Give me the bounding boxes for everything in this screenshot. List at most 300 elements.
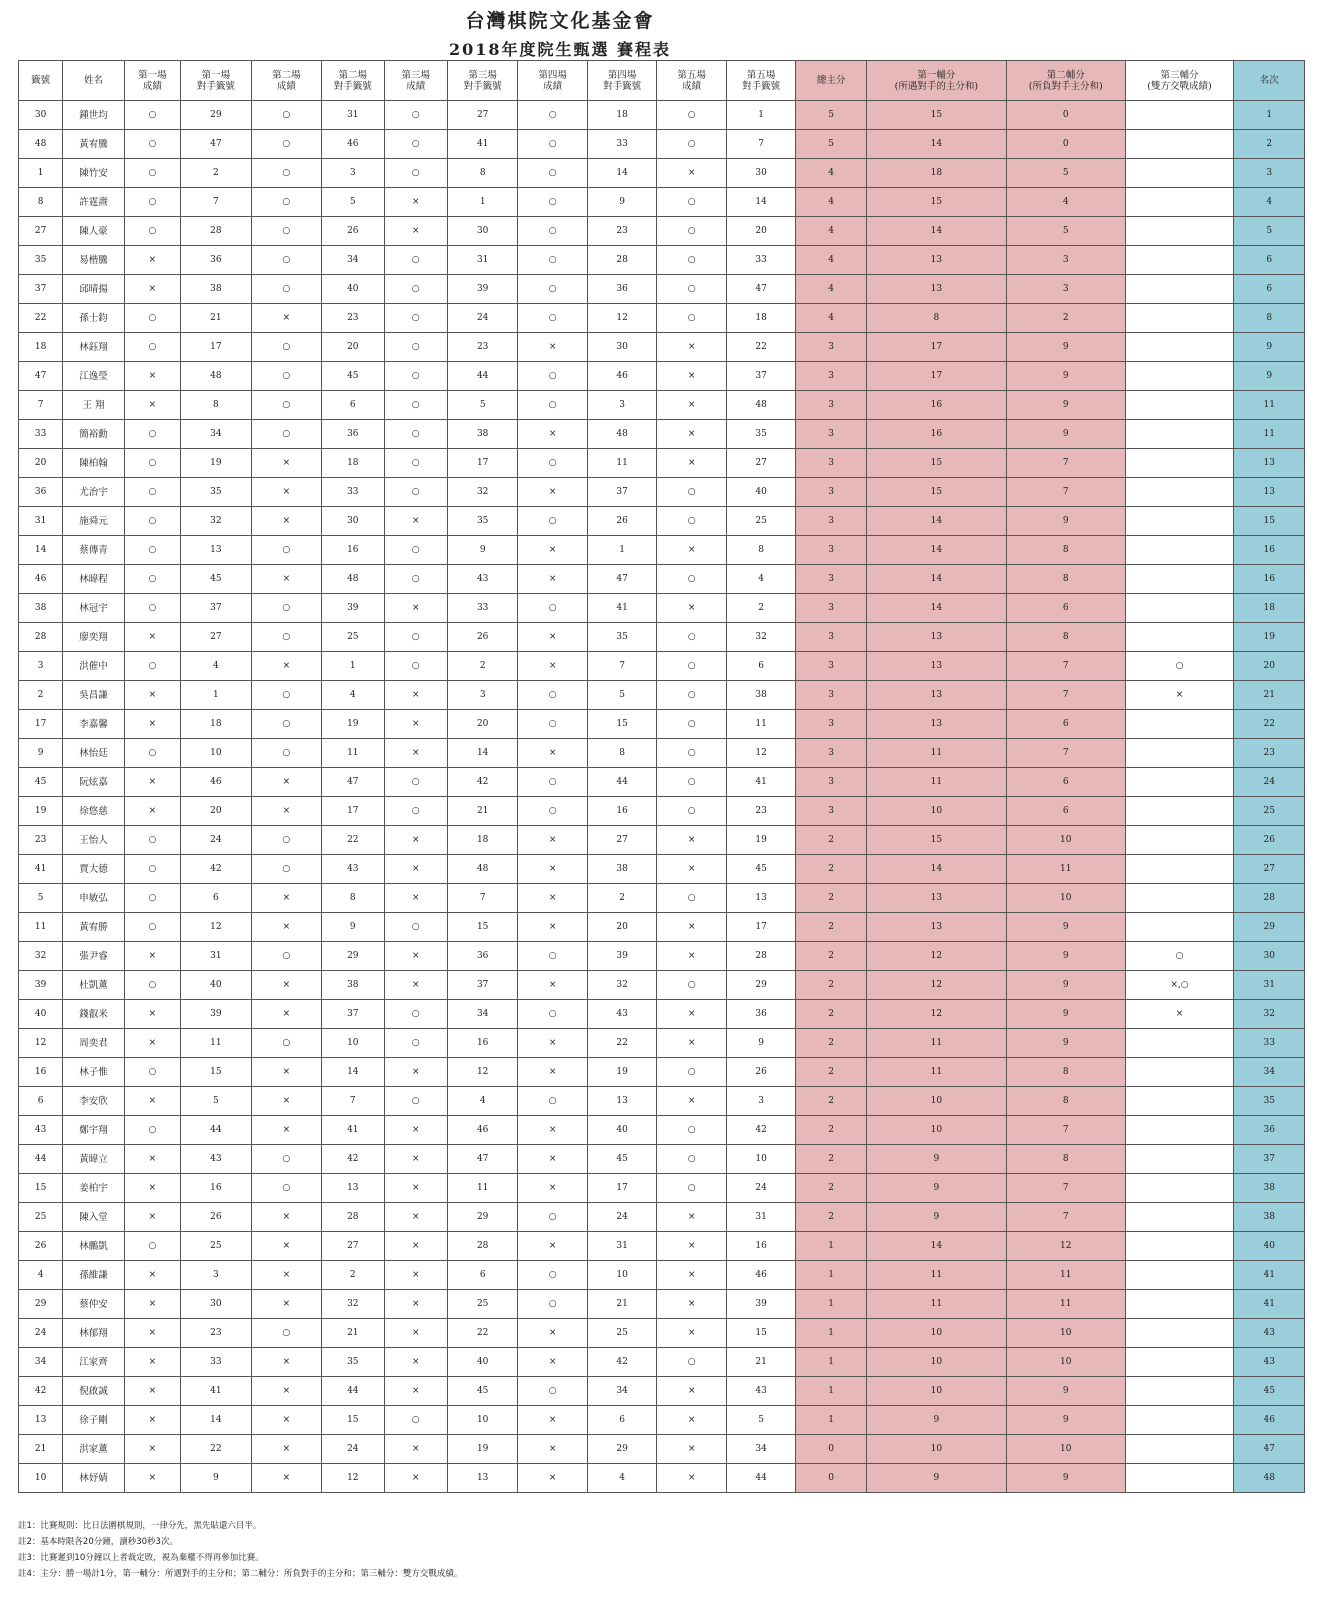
table-cell: ○ (124, 333, 180, 362)
column-header: 第三場 對手籤號 (447, 61, 517, 101)
table-row (19, 1435, 1305, 1464)
table-cell: 21 (19, 1435, 63, 1464)
table-cell: ○ (657, 681, 726, 710)
table-cell (1125, 1406, 1234, 1435)
table-row (19, 304, 1305, 333)
table-cell: 37 (726, 362, 795, 391)
table-cell: × (251, 1116, 321, 1145)
table-cell: 43 (726, 1377, 795, 1406)
table-cell: ○ (518, 594, 587, 623)
table-cell: 15 (322, 1406, 384, 1435)
table-cell: 35 (726, 420, 795, 449)
table-cell: 4 (796, 275, 866, 304)
table-cell: 9 (1006, 1000, 1125, 1029)
table-cell: 26 (19, 1232, 63, 1261)
player-name-cell: 江家齊 (63, 1348, 124, 1377)
table-cell: 11 (866, 1058, 1006, 1087)
table-cell: 2 (796, 913, 866, 942)
table-cell: × (518, 884, 587, 913)
table-row (19, 275, 1305, 304)
table-cell: ○ (384, 652, 447, 681)
table-cell: 2 (19, 681, 63, 710)
table-cell: ○ (384, 101, 447, 130)
table-row (19, 1348, 1305, 1377)
table-cell: 10 (866, 1435, 1006, 1464)
table-cell: × (384, 855, 447, 884)
table-cell: 23 (322, 304, 384, 333)
table-cell: 16 (1234, 565, 1305, 594)
table-cell: × (657, 536, 726, 565)
table-cell: ○ (251, 188, 321, 217)
table-cell: × (384, 1319, 447, 1348)
table-cell: 8 (1006, 536, 1125, 565)
note-4: 註4：主分：勝一場計1分，第一輔分：所遇對手的主分和；第二輔分：所負對手的主分和；第三輔分：雙方交戰成績。 (18, 1569, 463, 1579)
table-cell (1125, 536, 1234, 565)
table-cell: × (657, 1261, 726, 1290)
table-cell: 9 (866, 1464, 1006, 1493)
player-name-cell: 張尹睿 (63, 942, 124, 971)
table-cell: 26 (447, 623, 517, 652)
table-cell: ○ (124, 565, 180, 594)
column-header: 第三輔分 (雙方交戰成績) (1125, 61, 1234, 101)
table-cell: ○ (384, 1406, 447, 1435)
table-cell: 32 (726, 623, 795, 652)
table-cell: 2 (796, 1174, 866, 1203)
table-cell: 3 (796, 565, 866, 594)
table-cell: ○ (124, 913, 180, 942)
table-cell: ○ (124, 971, 180, 1000)
table-cell: 10 (866, 1377, 1006, 1406)
table-cell: 5 (447, 391, 517, 420)
table-cell: × (518, 971, 587, 1000)
table-cell: 37 (447, 971, 517, 1000)
table-cell: ○ (124, 159, 180, 188)
table-cell: 9 (1006, 391, 1125, 420)
table-cell: × (124, 768, 180, 797)
table-cell: ○ (251, 1319, 321, 1348)
table-cell: ○ (251, 681, 321, 710)
player-name-cell: 周奕君 (63, 1029, 124, 1058)
table-cell: 39 (181, 1000, 251, 1029)
table-cell: ○ (251, 275, 321, 304)
table-row (19, 1261, 1305, 1290)
table-cell: ○ (124, 536, 180, 565)
table-cell: × (384, 1435, 447, 1464)
table-row (19, 884, 1305, 913)
table-cell: 33 (726, 246, 795, 275)
player-name-cell: 簡裕勳 (63, 420, 124, 449)
column-header: 名次 (1234, 61, 1305, 101)
table-cell: 35 (447, 507, 517, 536)
table-cell: 42 (587, 1348, 656, 1377)
table-cell: × (657, 362, 726, 391)
table-cell: × (384, 1174, 447, 1203)
table-cell: 22 (726, 333, 795, 362)
table-cell: × (518, 826, 587, 855)
table-cell: 21 (322, 1319, 384, 1348)
table-cell: ○ (518, 246, 587, 275)
table-cell: 20 (19, 449, 63, 478)
table-cell: 45 (181, 565, 251, 594)
table-cell: ○ (657, 217, 726, 246)
table-cell (1125, 623, 1234, 652)
table-cell: 9 (1006, 971, 1125, 1000)
table-cell: 8 (181, 391, 251, 420)
table-cell: 12 (1006, 1232, 1125, 1261)
column-header: 第一場 對手籤號 (181, 61, 251, 101)
table-cell: 14 (866, 594, 1006, 623)
player-name-cell: 林妤婧 (63, 1464, 124, 1493)
table-cell: 14 (866, 855, 1006, 884)
table-cell: ○ (518, 304, 587, 333)
table-cell: ○ (251, 1029, 321, 1058)
table-cell: 10 (447, 1406, 517, 1435)
player-name-cell: 林冠宇 (63, 594, 124, 623)
table-cell: × (657, 391, 726, 420)
table-cell: × (657, 855, 726, 884)
table-cell: 11 (587, 449, 656, 478)
table-row (19, 652, 1305, 681)
table-cell: 40 (1234, 1232, 1305, 1261)
table-row (19, 826, 1305, 855)
table-cell: ○ (251, 130, 321, 159)
table-cell: 4 (587, 1464, 656, 1493)
table-cell: ○ (384, 333, 447, 362)
table-cell: ○ (124, 304, 180, 333)
table-cell: 33 (19, 420, 63, 449)
table-cell: × (251, 1406, 321, 1435)
table-cell: 3 (796, 623, 866, 652)
table-cell: ○ (518, 130, 587, 159)
table-cell: 13 (866, 246, 1006, 275)
table-cell (1125, 333, 1234, 362)
table-cell (1125, 507, 1234, 536)
table-cell (1125, 884, 1234, 913)
table-cell: 2 (796, 1087, 866, 1116)
table-cell: ○ (124, 594, 180, 623)
table-cell: ○ (251, 246, 321, 275)
table-cell: 3 (1006, 275, 1125, 304)
table-cell: 2 (796, 855, 866, 884)
player-name-cell: 尤治宇 (63, 478, 124, 507)
table-cell: 11 (866, 1261, 1006, 1290)
table-cell: × (124, 1435, 180, 1464)
table-cell: × (657, 1232, 726, 1261)
table-row (19, 449, 1305, 478)
table-cell (1125, 768, 1234, 797)
table-cell: 10 (587, 1261, 656, 1290)
table-cell: 3 (796, 362, 866, 391)
player-name-cell: 陳竹安 (63, 159, 124, 188)
player-name-cell: 施舜元 (63, 507, 124, 536)
table-cell: ○ (518, 710, 587, 739)
table-row (19, 681, 1305, 710)
table-cell: 48 (447, 855, 517, 884)
table-cell: 35 (1234, 1087, 1305, 1116)
table-cell: × (124, 1406, 180, 1435)
table-cell: 42 (447, 768, 517, 797)
player-name-cell: 林郁翔 (63, 1319, 124, 1348)
table-cell: 14 (866, 565, 1006, 594)
table-cell: × (657, 594, 726, 623)
table-cell (1125, 1435, 1234, 1464)
table-row (19, 130, 1305, 159)
table-cell: 39 (447, 275, 517, 304)
table-cell: 3 (796, 478, 866, 507)
table-cell: ○ (251, 710, 321, 739)
table-cell: 44 (726, 1464, 795, 1493)
table-cell: 2 (796, 1116, 866, 1145)
table-cell: × (657, 449, 726, 478)
table-cell: 48 (181, 362, 251, 391)
table-cell: ○ (1125, 942, 1234, 971)
table-cell: 4 (1006, 188, 1125, 217)
table-cell: 43 (322, 855, 384, 884)
player-name-cell: 王 翔 (63, 391, 124, 420)
player-name-cell: 林暐程 (63, 565, 124, 594)
table-cell: 20 (587, 913, 656, 942)
table-row (19, 1058, 1305, 1087)
table-cell: 11 (726, 710, 795, 739)
table-cell: × (657, 913, 726, 942)
table-cell (1125, 797, 1234, 826)
table-cell: 46 (447, 1116, 517, 1145)
table-cell: 13 (1234, 478, 1305, 507)
table-cell: 17 (866, 362, 1006, 391)
table-cell: 19 (19, 797, 63, 826)
table-cell: 20 (1234, 652, 1305, 681)
table-cell: 37 (1234, 1145, 1305, 1174)
table-cell: × (124, 710, 180, 739)
player-name-cell: 李嘉馨 (63, 710, 124, 739)
player-name-cell: 徐子剛 (63, 1406, 124, 1435)
table-row (19, 1000, 1305, 1029)
table-cell: 17 (587, 1174, 656, 1203)
table-cell: 44 (322, 1377, 384, 1406)
table-row (19, 188, 1305, 217)
table-cell: 2 (796, 826, 866, 855)
table-cell: 14 (181, 1406, 251, 1435)
table-cell: 34 (322, 246, 384, 275)
table-cell: 34 (587, 1377, 656, 1406)
table-cell: 45 (726, 855, 795, 884)
table-cell: ○ (518, 188, 587, 217)
table-cell: 2 (1006, 304, 1125, 333)
column-header: 第二場 成績 (251, 61, 321, 101)
column-header: 第一場 成績 (124, 61, 180, 101)
table-cell: 48 (19, 130, 63, 159)
table-cell: 16 (587, 797, 656, 826)
table-row (19, 159, 1305, 188)
table-cell: ○ (124, 1232, 180, 1261)
table-cell: 19 (447, 1435, 517, 1464)
table-cell: 43 (587, 1000, 656, 1029)
table-cell: 3 (796, 768, 866, 797)
player-name-cell: 洪催中 (63, 652, 124, 681)
table-cell: 28 (322, 1203, 384, 1232)
table-cell: 13 (866, 884, 1006, 913)
table-cell: 13 (866, 623, 1006, 652)
table-cell: 13 (726, 884, 795, 913)
table-cell: × (1125, 681, 1234, 710)
table-cell: 37 (587, 478, 656, 507)
table-cell: × (518, 855, 587, 884)
table-cell: × (251, 768, 321, 797)
table-cell: 8 (587, 739, 656, 768)
table-cell: × (657, 159, 726, 188)
table-cell: 6 (322, 391, 384, 420)
table-cell: ○ (657, 1348, 726, 1377)
table-row (19, 217, 1305, 246)
table-cell: 3 (19, 652, 63, 681)
table-cell: × (384, 1348, 447, 1377)
table-cell: 15 (1234, 507, 1305, 536)
table-cell: 17 (181, 333, 251, 362)
column-header: 第四場 對手籤號 (587, 61, 656, 101)
player-name-cell: 申敏弘 (63, 884, 124, 913)
table-cell: 26 (181, 1203, 251, 1232)
table-cell: 21 (726, 1348, 795, 1377)
table-cell: 3 (796, 507, 866, 536)
table-cell: × (251, 884, 321, 913)
table-cell: 7 (587, 652, 656, 681)
table-cell: 16 (866, 391, 1006, 420)
table-row (19, 1145, 1305, 1174)
table-cell: 38 (1234, 1203, 1305, 1232)
table-cell: × (124, 1319, 180, 1348)
table-cell: 20 (181, 797, 251, 826)
table-cell: × (518, 1435, 587, 1464)
table-cell (1125, 362, 1234, 391)
table-cell: 36 (1234, 1116, 1305, 1145)
table-cell: 36 (587, 275, 656, 304)
table-cell: 12 (587, 304, 656, 333)
table-cell: 13 (866, 710, 1006, 739)
table-row (19, 1174, 1305, 1203)
table-cell: 2 (796, 971, 866, 1000)
table-cell: 2 (322, 1261, 384, 1290)
table-cell: 48 (726, 391, 795, 420)
table-cell: 9 (866, 1406, 1006, 1435)
table-cell: 18 (866, 159, 1006, 188)
table-cell: 47 (587, 565, 656, 594)
table-cell: × (384, 594, 447, 623)
table-cell: 2 (796, 942, 866, 971)
table-cell: 10 (866, 1087, 1006, 1116)
table-cell: 28 (1234, 884, 1305, 913)
player-name-cell: 廖奕翔 (63, 623, 124, 652)
column-header: 第二場 對手籤號 (322, 61, 384, 101)
table-cell: ○ (251, 333, 321, 362)
table-cell: 19 (1234, 623, 1305, 652)
table-cell (1125, 594, 1234, 623)
table-cell: 9 (1006, 913, 1125, 942)
table-cell: × (657, 1406, 726, 1435)
table-cell: 34 (19, 1348, 63, 1377)
table-cell: 9 (1234, 362, 1305, 391)
table-cell: 34 (726, 1435, 795, 1464)
table-cell: × (384, 681, 447, 710)
table-cell: × (124, 1348, 180, 1377)
table-cell (1125, 1058, 1234, 1087)
table-cell: ○ (251, 420, 321, 449)
table-row (19, 971, 1305, 1000)
table-cell: 36 (322, 420, 384, 449)
table-cell: 10 (322, 1029, 384, 1058)
table-cell: 38 (726, 681, 795, 710)
table-cell: 30 (1234, 942, 1305, 971)
table-cell: 10 (726, 1145, 795, 1174)
table-cell: 7 (1006, 739, 1125, 768)
table-cell: × (384, 1290, 447, 1319)
table-cell: 7 (1006, 478, 1125, 507)
table-cell: ○ (124, 217, 180, 246)
table-cell: ○ (657, 275, 726, 304)
table-cell: × (124, 391, 180, 420)
table-cell: × (518, 1319, 587, 1348)
table-cell: × (124, 246, 180, 275)
table-cell: 40 (322, 275, 384, 304)
table-cell: 36 (19, 478, 63, 507)
table-cell: 24 (322, 1435, 384, 1464)
table-cell: 13 (1234, 449, 1305, 478)
table-cell: 4 (447, 1087, 517, 1116)
table-cell: ○ (384, 449, 447, 478)
table-cell: ○ (124, 478, 180, 507)
table-cell: 25 (447, 1290, 517, 1319)
player-name-cell: 姜柏宇 (63, 1174, 124, 1203)
table-cell: 1 (796, 1232, 866, 1261)
column-header: 第五場 成績 (657, 61, 726, 101)
player-name-cell: 鍾世均 (63, 101, 124, 130)
table-cell: 7 (447, 884, 517, 913)
table-cell: 14 (587, 159, 656, 188)
table-cell (1125, 1290, 1234, 1319)
table-cell: ○ (384, 1087, 447, 1116)
table-cell: × (124, 1174, 180, 1203)
table-cell: 3 (1234, 159, 1305, 188)
table-cell: ○ (657, 1174, 726, 1203)
player-name-cell: 江逸瑩 (63, 362, 124, 391)
table-cell (1125, 739, 1234, 768)
table-cell: 30 (587, 333, 656, 362)
table-cell: ○ (251, 1145, 321, 1174)
table-cell: 27 (322, 1232, 384, 1261)
table-cell: 15 (866, 101, 1006, 130)
table-cell: 27 (587, 826, 656, 855)
table-cell: 30 (726, 159, 795, 188)
table-cell: 22 (322, 826, 384, 855)
table-cell: 9 (1006, 362, 1125, 391)
table-cell: × (518, 1029, 587, 1058)
table-cell: 2 (796, 1058, 866, 1087)
table-cell: × (251, 1203, 321, 1232)
table-cell: 22 (181, 1435, 251, 1464)
table-cell: ○ (251, 623, 321, 652)
table-cell: 9 (1006, 333, 1125, 362)
table-cell: 2 (796, 1000, 866, 1029)
table-cell: 32 (1234, 1000, 1305, 1029)
column-header: 籤號 (19, 61, 63, 101)
table-cell: 31 (322, 101, 384, 130)
table-cell: ○ (384, 391, 447, 420)
table-cell: ○ (518, 391, 587, 420)
table-cell: 4 (796, 217, 866, 246)
table-row (19, 246, 1305, 275)
player-name-cell: 林鵬凱 (63, 1232, 124, 1261)
table-cell: 40 (181, 971, 251, 1000)
table-cell: 19 (181, 449, 251, 478)
